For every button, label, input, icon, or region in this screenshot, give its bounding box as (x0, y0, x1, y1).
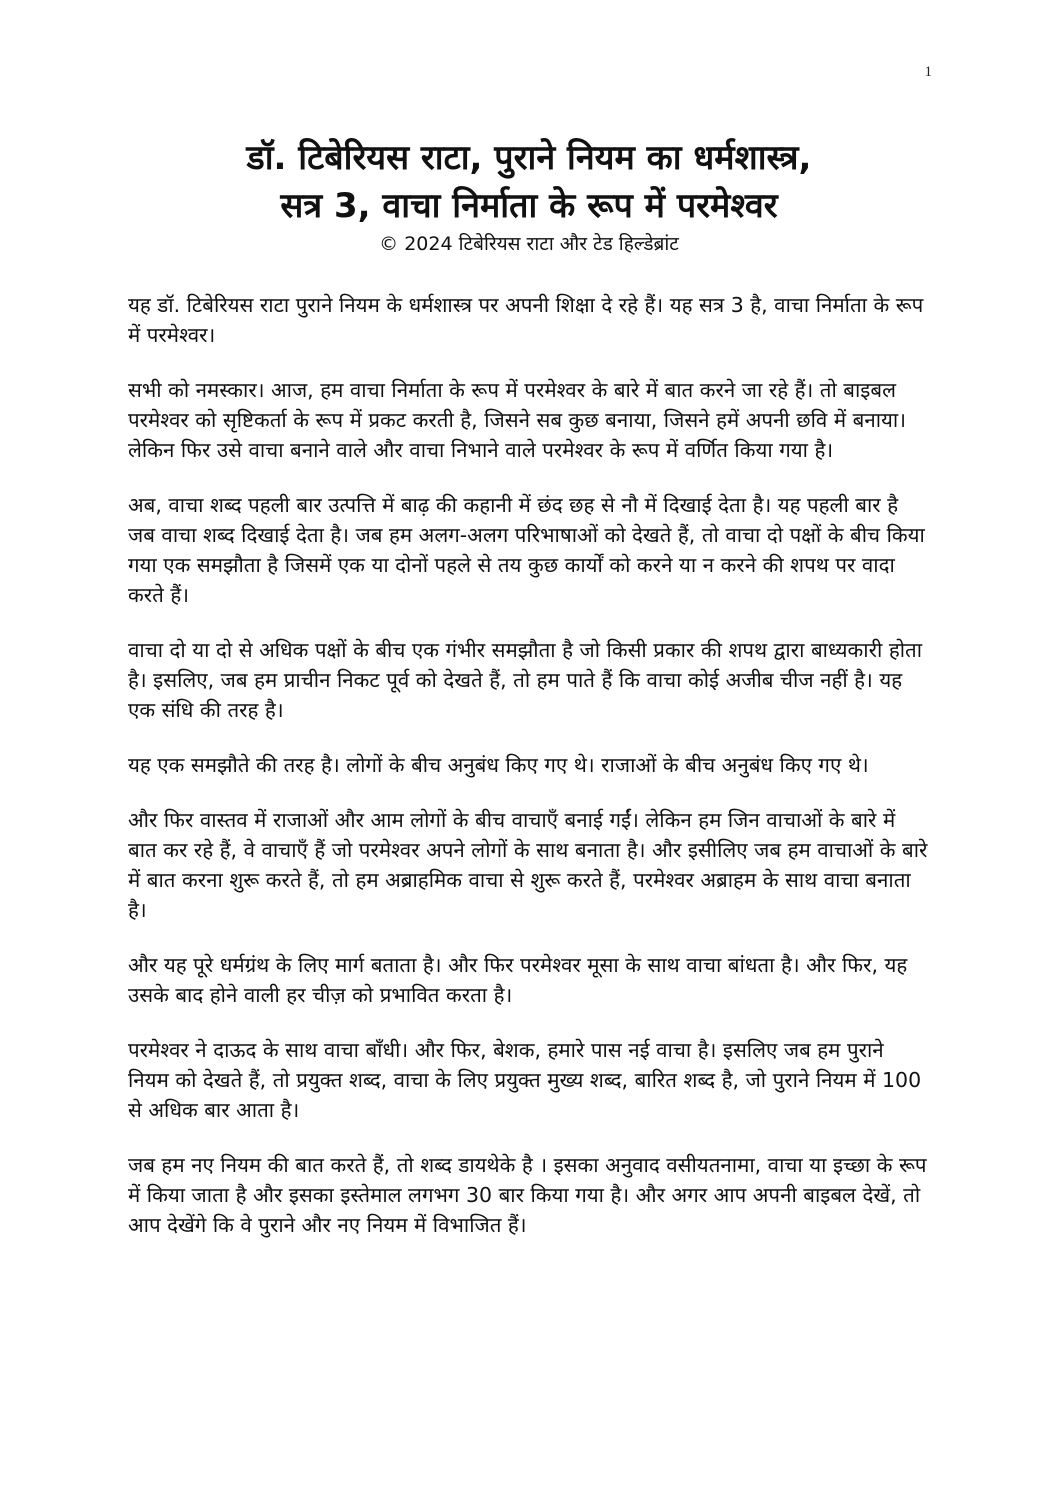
paragraph: सभी को नमस्कार। आज, हम वाचा निर्माता के रूप में परमेश्वर के बारे में बात करने जा रहे हैं। तो बाइबल परमेश्वर को सृष्टिकर्ता के रूप में प्रकट करती है, जिसने सब कुछ बनाया, जिसने हमें अपनी छवि में बनाया। लेकिन फिर उसे वाचा बनाने वाले और वाचा निभाने वाले परमेश्वर के रूप में वर्णित किया गया है। (128, 378, 906, 462)
paragraph: जब हम नए नियम की बात करते हैं, तो शब्द डायथेके है । इसका अनुवाद वसीयतनामा, वाचा या इच्छा के रूप में किया जाता है और इसका इस्तेमाल लगभग 30 बार किया गया है। और अगर आप अपनी बाइबल देखें, तो आप देखेंगे कि वे पुराने और नए नियम में विभाजित हैं। (128, 1153, 927, 1237)
paragraph: अब, वाचा शब्द पहली बार उत्पत्ति में बाढ़ की कहानी में छंद छह से नौ में दिखाई देता है। यह पहली बार है जब वाचा शब्द दिखाई देता है। जब हम अलग-अलग परिभाषाओं को देखते हैं, तो वाचा दो पक्षों के बीच किया गया एक समझौता है जिसमें एक या दोनों पहले से तय कुछ कार्यों को करने या न करने की शपथ पर वादा करते हैं। (128, 493, 925, 607)
document-title (128, 134, 930, 230)
copyright-line: © 2024 टिबेरियस राटा और टेड हिल्डेब्रांट (379, 233, 679, 255)
title-line-2: सत्र 3, वाचा निर्माता के रूप में परमेश्वर (280, 186, 778, 226)
paragraph: यह डॉ. टिबेरियस राटा पुराने नियम के धर्मशास्त्र पर अपनी शिक्षा दे रहे हैं। यह सत्र 3 है, वाचा निर्माता के रूप में परमेश्वर। (128, 293, 924, 347)
title-line-1: डॉ. टिबेरियस राटा, पुराने नियम का धर्मशास्त्र, (246, 138, 812, 178)
paragraph: वाचा दो या दो से अधिक पक्षों के बीच एक गंभीर समझौता है जो किसी प्रकार की शपथ द्वारा बाध्यकारी होता है। इसलिए, जब हम प्राचीन निकट पूर्व को देखते हैं, तो हम पाते हैं कि वाचा कोई अजीब चीज नहीं है। यह एक संधि की तरह है। (128, 638, 923, 722)
title-block (128, 134, 930, 256)
page-number: 1 (924, 64, 932, 80)
paragraph: और यह पूरे धर्मग्रंथ के लिए मार्ग बताता है। और फिर परमेश्वर मूसा के साथ वाचा बांधता है। और फिर, यह उसके बाद होने वाली हर चीज़ को प्रभावित करता है। (128, 953, 908, 1007)
paragraph: और फिर वास्तव में राजाओं और आम लोगों के बीच वाचाएँ बनाई गईं। लेकिन हम जिन वाचाओं के बारे में बात कर रहे हैं, वे वाचाएँ हैं जो परमेश्वर अपने लोगों के साथ बनाता है। और इसीलिए जब हम वाचाओं के बारे में बात करना शुरू करते हैं, तो हम अब्राहमिक वाचा से शुरू करते हैं, परमेश्वर अब्राहम के साथ वाचा बनाता है। (128, 808, 928, 922)
paragraph: परमेश्वर ने दाऊद के साथ वाचा बाँधी। और फिर, बेशक, हमारे पास नई वाचा है। इसलिए जब हम पुराने नियम को देखते हैं, तो प्रयुक्त शब्द, वाचा के लिए प्रयुक्त मुख्य शब्द, बारित शब्द है, जो पुराने नियम में 100 से अधिक बार आता है। (128, 1038, 922, 1122)
paragraph: यह एक समझौते की तरह है। लोगों के बीच अनुबंध किए गए थे। राजाओं के बीच अनुबंध किए गए थे। (128, 753, 869, 777)
body-text (128, 290, 930, 1265)
